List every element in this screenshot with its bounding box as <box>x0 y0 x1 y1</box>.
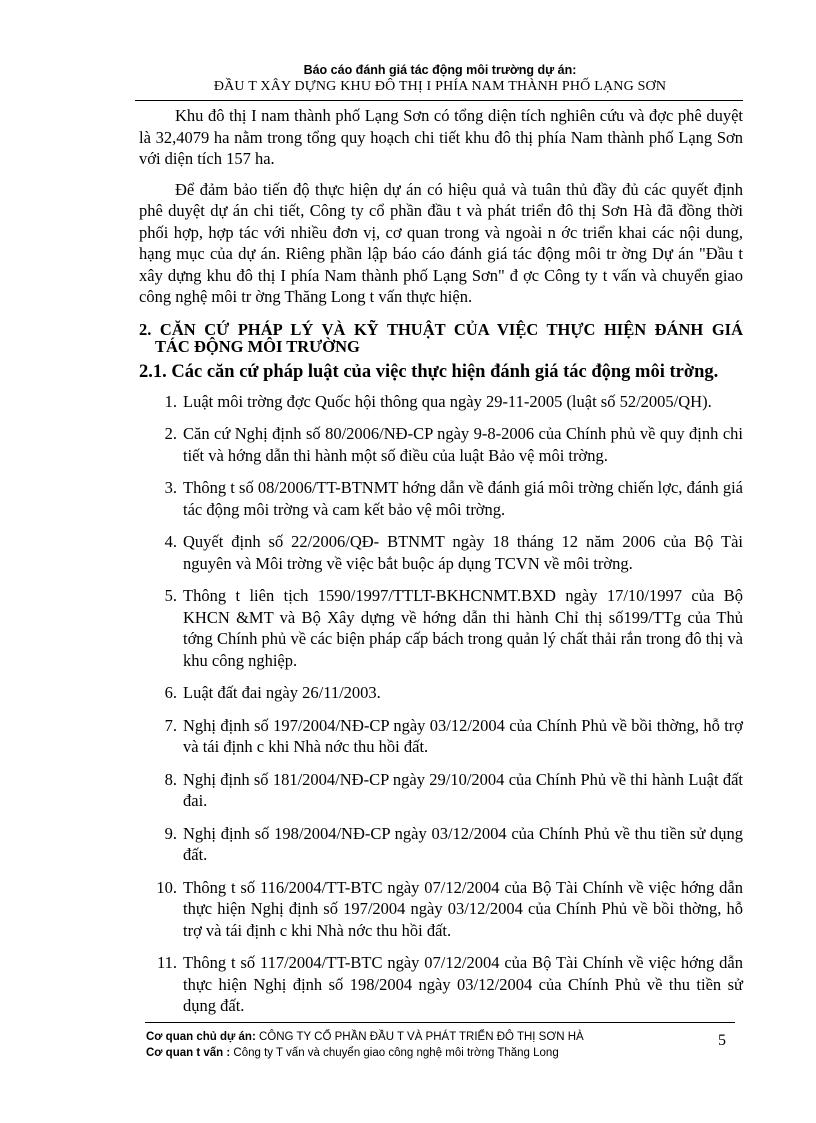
section-2-heading-line2: TÁC ĐỘNG MÔI TRƯỜNG <box>155 336 360 356</box>
list-item-number: 7. <box>164 715 177 735</box>
legal-references-list <box>139 391 743 1017</box>
list-item-text: Thông t liên tịch 1590/1997/TTLT-BKHCNMT.BXD ngày 17/10/1997 của Bộ KHCN &MT và Bộ Xây dựng về hớng dẫn thi hành Chỉ thị số199/TTg của Thủ tớng Chính phủ về các biện pháp cấp bách trong quản lý chất thải rắn trong đô thị và khu công nghiệp. <box>183 586 743 670</box>
section-2-1-heading: 2.1. Các căn cứ pháp luật của việc thực hiện đánh giá tác động môi trờng. <box>139 361 719 382</box>
report-header-title: Báo cáo đánh giá tác động môi trường dự án: <box>303 63 577 77</box>
section-2-heading-line1: 2. CĂN CỨ PHÁP LÝ VÀ KỸ THUẬT CỦA VIỆC THỰC HIỆN ĐÁNH GIÁ <box>139 319 743 339</box>
footer-consultant-value: Công ty T vấn và chuyển giao công nghệ môi trờng Thăng Long <box>233 1047 559 1059</box>
list-item-number: 2. <box>164 424 177 443</box>
list-item-number: 3. <box>164 478 177 497</box>
report-header-project: ĐẦU T XÂY DỰNG KHU ĐÔ THỊ I PHÍA NAM THÀNH PHỐ LẠNG SƠN <box>213 79 667 94</box>
list-item <box>139 477 743 520</box>
footer-consultant-label: Cơ quan t vấn : <box>146 1047 231 1059</box>
paragraph-1: Khu đô thị I nam thành phố Lạng Sơn có tổng diện tích nghiên cứu và đợc phê duyệt là 32,4079 ha nằm trong tổng quy hoạch chi tiết khu đô thị phía Nam thành phố Lạng Sơn với diện tích 157 ha. <box>139 106 743 168</box>
list-item-text: Nghị định số 197/2004/NĐ-CP ngày 03/12/2004 của Chính Phủ về bồi thờng, hỗ trợ và tái định c khi Nhà nớc thu hồi đất. <box>183 715 743 756</box>
document-body <box>139 105 743 1028</box>
list-item-text: Quyết định số 22/2006/QĐ- BTNMT ngày 18 tháng 12 năm 2006 của Bộ Tài nguyên và Môi trờng về việc bắt buộc áp dụng TCVN về môi trờng. <box>183 532 743 573</box>
footer-divider <box>145 1022 735 1023</box>
list-item <box>139 823 743 866</box>
list-item-number: 6. <box>164 683 177 702</box>
list-item <box>139 423 743 466</box>
footer-owner <box>146 1030 584 1044</box>
list-item-text: Luật đất đai ngày 26/11/2003. <box>183 683 381 702</box>
list-item-text: Thông t số 116/2004/TT-BTC ngày 07/12/2004 của Bộ Tài Chính về việc hớng dẫn thực hiện Nghị định số 197/2004 ngày 03/12/2004 của Chính Phủ về bồi thờng, hỗ trợ và tái định c khi Nhà nớc thu hồi đất. <box>183 877 743 940</box>
list-item-text: Thông t số 08/2006/TT-BTNMT hớng dẫn về đánh giá môi trờng chiến lợc, đánh giá tác động môi trờng và cam kết bảo vệ môi trờng. <box>183 478 743 519</box>
list-item <box>139 877 743 942</box>
list-item <box>139 585 743 671</box>
list-item-number: 4. <box>164 532 177 551</box>
list-item-number: 9. <box>164 823 177 843</box>
footer-consultant <box>146 1046 559 1060</box>
list-item-number: 5. <box>164 586 177 605</box>
list-item-text: Căn cứ Nghị định số 80/2006/NĐ-CP ngày 9-8-2006 của Chính phủ về quy định chi tiết và hớng dẫn thi hành một số điều của luật Bảo vệ môi trờng. <box>183 424 743 465</box>
list-item-number: 10. <box>156 877 177 897</box>
list-item-number: 11. <box>156 953 177 972</box>
paragraph-2: Để đảm bảo tiến độ thực hiện dự án có hiệu quả và tuân thủ đầy đủ các quyết định phê duyệt dự án chi tiết, Công ty cổ phần đầu t và phát triển đô thị Sơn Hà đã đồng thời phối hợp, hợp tác với nhiều đơn vị, cơ quan trong và ngoài n ớc triển khai các nội dung, hạng mục của dự án. Riêng phần lập báo cáo đánh giá tác động môi tr ờng Dự án "Đầu t xây dựng khu đô thị I phía Nam thành phố Lạng Sơn" đ ợc Công ty t vấn và chuyển giao công nghệ môi tr ờng Thăng Long t vấn thực hiện. <box>139 179 743 306</box>
list-item-number: 1. <box>164 391 177 411</box>
page-number: 5 <box>718 1032 726 1049</box>
list-item <box>139 531 743 574</box>
section-2-heading <box>139 321 743 355</box>
list-item-text: Thông t số 117/2004/TT-BTC ngày 07/12/2004 của Bộ Tài Chính về việc hớng dẫn thực hiện Nghị định số 198/2004 ngày 03/12/2004 của Chính Phủ về thu tiền sử dụng đất. <box>183 953 743 1015</box>
footer-owner-label: Cơ quan chủ dự án: <box>146 1031 256 1043</box>
header-divider <box>135 100 743 101</box>
list-item-text: Nghị định số 198/2004/NĐ-CP ngày 03/12/2004 của Chính Phủ về thu tiền sử dụng đất. <box>183 823 743 864</box>
list-item <box>139 769 743 812</box>
list-item-number: 8. <box>164 769 177 789</box>
list-item <box>139 682 743 704</box>
list-item <box>139 715 743 758</box>
list-item-text: Luật môi trờng đợc Quốc hội thông qua ngày 29-11-2005 (luật số 52/2005/QH). <box>183 391 712 411</box>
footer-owner-value: CÔNG TY CỔ PHẦN ĐẦU T VÀ PHÁT TRIỂN ĐÔ THỊ SƠN HÀ <box>258 1031 584 1043</box>
list-item <box>139 952 743 1017</box>
list-item <box>139 391 743 413</box>
list-item-text: Nghị định số 181/2004/NĐ-CP ngày 29/10/2004 của Chính Phủ về thi hành Luật đất đai. <box>183 769 743 810</box>
